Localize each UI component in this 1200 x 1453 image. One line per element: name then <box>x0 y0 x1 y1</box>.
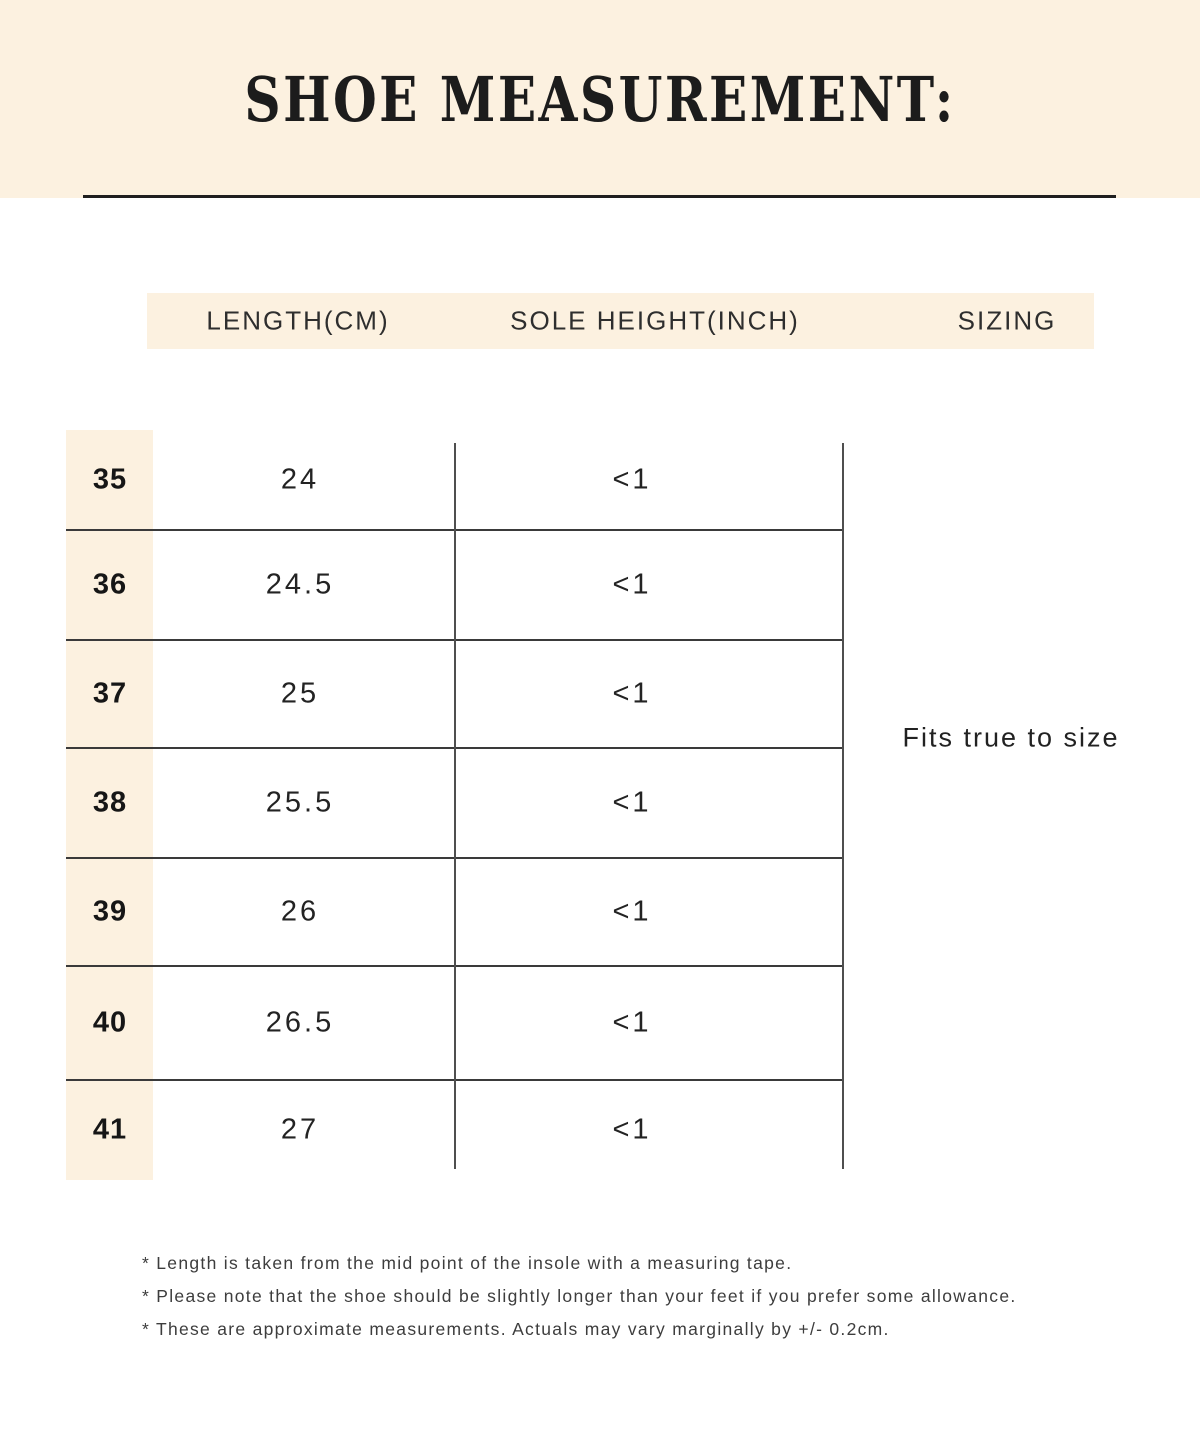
length-value: 26 <box>280 895 320 928</box>
table-row <box>0 430 1200 530</box>
length-value: 24.5 <box>265 568 335 601</box>
size-value: 36 <box>92 568 128 601</box>
table-row <box>0 966 1200 1080</box>
size-value: 37 <box>92 677 128 710</box>
sole-height-value: <1 <box>612 786 652 819</box>
column-divider-right <box>842 443 844 1169</box>
length-value: 25.5 <box>265 786 335 819</box>
size-value: 41 <box>92 1113 128 1146</box>
sole-height-value: <1 <box>612 1006 652 1039</box>
footnote-line: * Length is taken from the mid point of the insole with a measuring tape. <box>142 1253 793 1273</box>
size-value: 38 <box>92 786 128 819</box>
table-row <box>0 748 1200 858</box>
column-divider-left <box>454 443 456 1169</box>
column-header-length: LENGTH(CM) <box>206 305 390 336</box>
size-value: 40 <box>92 1006 128 1039</box>
sole-height-value: <1 <box>612 1113 652 1146</box>
footnote-line: * These are approximate measurements. Actuals may vary marginally by +/- 0.2cm. <box>142 1319 890 1339</box>
size-value: 35 <box>92 463 128 496</box>
footnote-line: * Please note that the shoe should be slightly longer than your feet if you prefer some allowance. <box>142 1286 1017 1306</box>
table-row <box>0 1080 1200 1180</box>
table-header-band <box>147 293 1094 349</box>
sole-height-value: <1 <box>612 463 652 496</box>
title-banner <box>0 0 1200 198</box>
column-header-sizing: SIZING <box>957 305 1057 336</box>
sole-height-value: <1 <box>612 568 652 601</box>
length-value: 26.5 <box>265 1006 335 1039</box>
length-value: 24 <box>280 463 320 496</box>
page-title: SHOE MEASUREMENT: <box>244 62 956 136</box>
footnotes <box>142 1254 1017 1353</box>
sole-height-value: <1 <box>612 895 652 928</box>
length-value: 27 <box>280 1113 320 1146</box>
banner-underline <box>83 195 1116 198</box>
length-value: 25 <box>280 677 320 710</box>
table-row <box>0 858 1200 966</box>
sole-height-value: <1 <box>612 677 652 710</box>
column-header-sole-height: SOLE HEIGHT(INCH) <box>510 305 800 336</box>
sizing-value: Fits true to size <box>902 722 1120 753</box>
table-row <box>0 530 1200 640</box>
size-value: 39 <box>92 895 128 928</box>
